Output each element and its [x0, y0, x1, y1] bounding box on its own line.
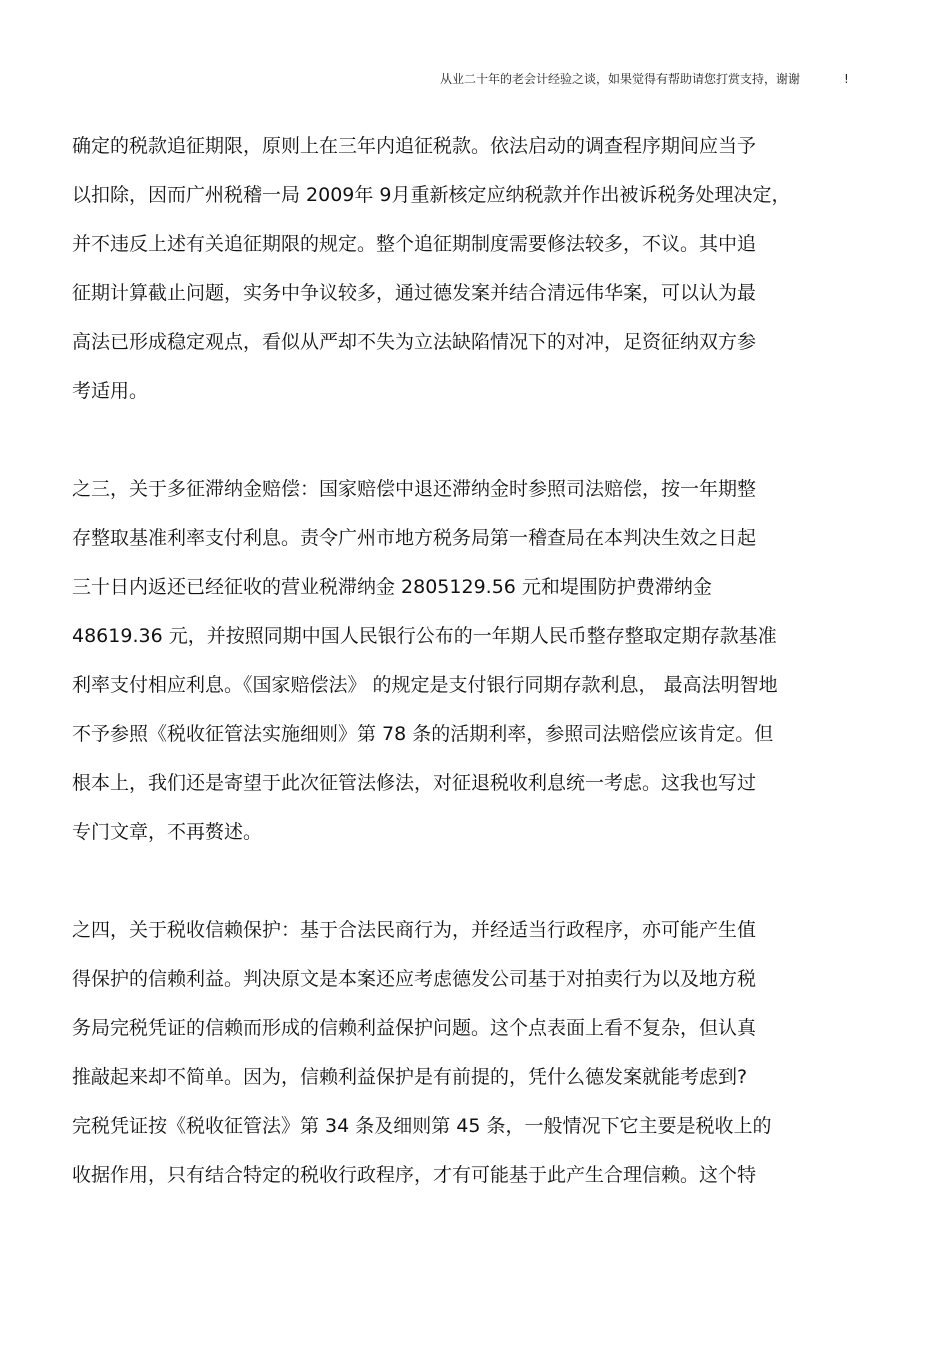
paragraph-line: 三十日内返还已经征收的营业税滞纳金 2805129.56 元和堤围防护费滞纳金: [72, 576, 712, 598]
paragraph-line: 推敲起来却不简单。因为，信赖利益保护是有前提的，凭什么德发案就能考虑到?: [72, 1066, 748, 1088]
paragraph-trust-protection: [72, 906, 892, 1200]
page-header: [440, 70, 880, 88]
header-slogan: 从业二十年的老会计经验之谈，如果觉得有帮助请您打赏支持，谢谢: [440, 72, 801, 86]
paragraph-line: 根本上，我们还是寄望于此次征管法修法，对征退税收利息统一考虑。这我也写过: [72, 772, 757, 794]
paragraph-line: 征期计算截止问题，实务中争议较多，通过德发案并结合清远伟华案，可以认为最: [72, 282, 757, 304]
paragraph-line: 得保护的信赖利益。判决原文是本案还应考虑德发公司基于对拍卖行为以及地方税: [72, 968, 757, 990]
header-exclamation: !: [844, 72, 849, 86]
paragraph-line: 以扣除，因而广州税稽一局 2009年 9月重新核定应纳税款并作出被诉税务处理决定，: [72, 184, 791, 206]
paragraph-line: 高法已形成稳定观点，看似从严却不失为立法缺陷情况下的对冲，足资征纳双方参: [72, 331, 757, 353]
paragraph-line: 不予参照《税收征管法实施细则》第 78 条的活期利率，参照司法赔偿应该肯定。但: [72, 723, 774, 745]
paragraph-line: 考适用。: [72, 380, 149, 402]
paragraph-line: 专门文章，不再赘述。: [72, 821, 263, 843]
paragraph-late-fee-compensation: [72, 465, 892, 857]
paragraph-spacer: [72, 416, 892, 465]
paragraph-line: 完税凭证按《税收征管法》第 34 条及细则第 45 条，一般情况下它主要是税收上的: [72, 1115, 772, 1137]
paragraph-line: 收据作用，只有结合特定的税收行政程序，才有可能基于此产生合理信赖。这个特: [72, 1164, 757, 1186]
paragraph-line: 确定的税款追征期限，原则上在三年内追征税款。依法启动的调查程序期间应当予: [72, 135, 757, 157]
paragraph-line: 存整取基准利率支付利息。责令广州市地方税务局第一稽查局在本判决生效之日起: [72, 527, 757, 549]
paragraph-line: 务局完税凭证的信赖而形成的信赖利益保护问题。这个点表面上看不复杂，但认真: [72, 1017, 757, 1039]
document-body: [72, 122, 892, 1200]
paragraph-spacer: [72, 857, 892, 906]
paragraph-line: 利率支付相应利息。《国家赔偿法》 的规定是支付银行同期存款利息， 最高法明智地: [72, 674, 778, 696]
paragraph-line: 之三，关于多征滞纳金赔偿：国家赔偿中退还滞纳金时参照司法赔偿，按一年期整: [72, 478, 757, 500]
paragraph-line: 并不违反上述有关追征期限的规定。整个追征期制度需要修法较多，不议。其中追: [72, 233, 757, 255]
paragraph-statute-limitation: [72, 122, 892, 416]
paragraph-line: 之四，关于税收信赖保护：基于合法民商行为，并经适当行政程序，亦可能产生值: [72, 919, 757, 941]
paragraph-line: 48619.36 元，并按照同期中国人民银行公布的一年期人民币整存整取定期存款基准: [72, 625, 777, 647]
